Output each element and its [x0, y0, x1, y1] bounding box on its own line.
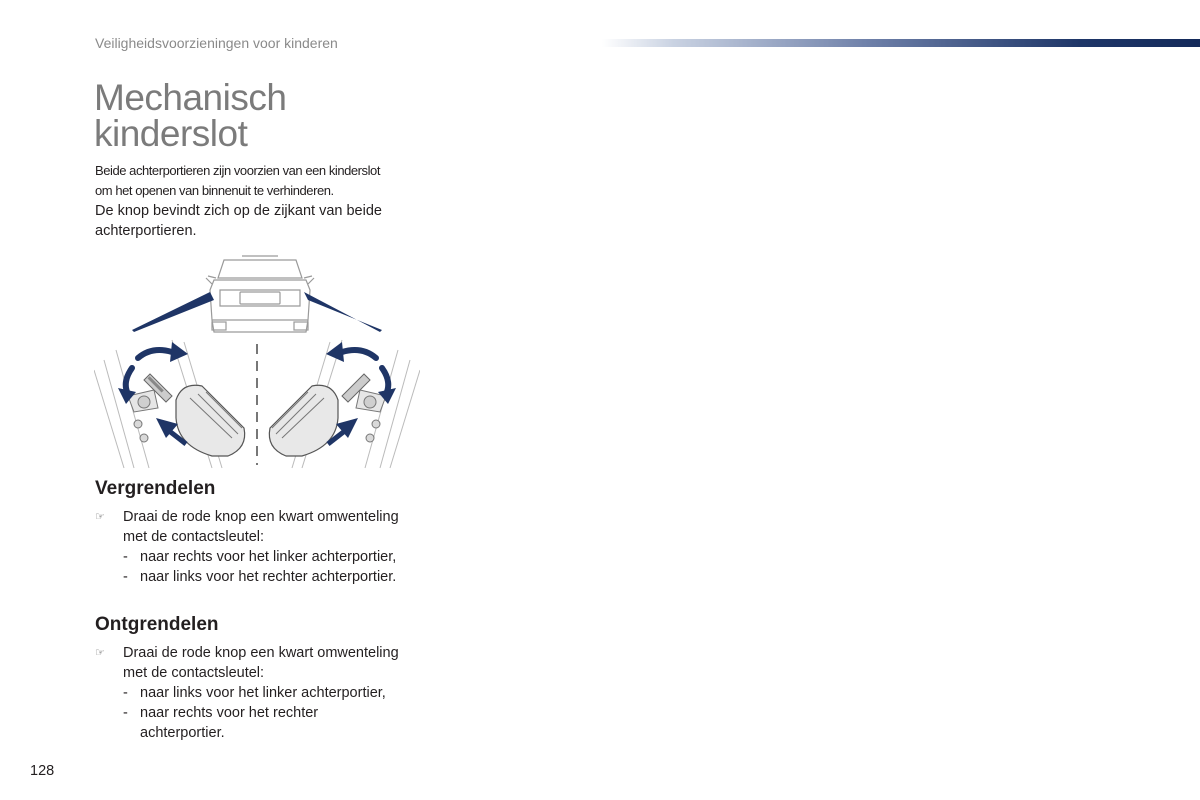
left-rotation-arrows-icon	[126, 350, 172, 394]
unlock-sub-item-2-line-2: achterportier.	[140, 725, 225, 741]
intro-p2-line-1: De knop bevindt zich op de zijkant van beide	[95, 203, 382, 219]
unlock-sub-item-1	[95, 683, 425, 703]
hand-pointer-icon: ☞	[95, 647, 105, 659]
left-key-fob-icon	[144, 374, 245, 456]
lock-sub-item-2	[95, 567, 425, 587]
lock-step	[95, 507, 425, 547]
intro-paragraph-1	[95, 161, 425, 201]
lock-sub-item-2-text: naar links voor het rechter achterportier.	[140, 569, 397, 585]
child-lock-illustration	[94, 250, 420, 470]
unlock-sub-item-2	[95, 703, 425, 743]
unlock-step-line-2: met de contactsleutel:	[123, 665, 265, 681]
intro-p1-line-2: om het openen van binnenuit te verhinderen.	[95, 183, 334, 198]
unlock-step	[95, 643, 425, 683]
page-title-line-2: kinderslot	[94, 113, 248, 154]
dash-marker: -	[123, 705, 128, 721]
lock-sub-item-1	[95, 547, 425, 567]
lock-heading: Vergrendelen	[95, 478, 216, 499]
lock-instructions	[95, 507, 425, 587]
dash-marker: -	[123, 549, 128, 565]
page-number: 128	[30, 763, 55, 779]
dash-marker: -	[123, 569, 128, 585]
left-pointer-wedge	[132, 292, 214, 332]
right-lock-mechanism-icon	[356, 390, 386, 442]
page-title	[94, 77, 414, 154]
unlock-heading: Ontgrendelen	[95, 614, 219, 635]
right-pointer-wedge	[304, 292, 382, 332]
lock-sub-item-1-text: naar rechts voor het linker achterportier,	[140, 549, 397, 565]
page-title-line-1: Mechanisch	[94, 77, 287, 118]
right-key-fob-icon	[269, 374, 370, 456]
left-lock-mechanism-icon	[128, 390, 158, 442]
intro-p1-line-1: Beide achterportieren zijn voorzien van een kinderslot	[95, 163, 380, 178]
right-rotation-arrows-icon	[342, 350, 388, 394]
car-rear-view-icon	[206, 256, 314, 332]
intro-paragraph-2	[95, 201, 425, 241]
unlock-instructions	[95, 643, 425, 743]
unlock-step-line-1: Draai de rode knop een kwart omwenteling	[123, 645, 399, 661]
header-section-label: Veiligheidsvoorzieningen voor kinderen	[95, 35, 338, 51]
unlock-sub-item-1-text: naar links voor het linker achterportier,	[140, 685, 386, 701]
lock-step-line-1: Draai de rode knop een kwart omwenteling	[123, 509, 399, 525]
lock-step-line-2: met de contactsleutel:	[123, 529, 265, 545]
hand-pointer-icon: ☞	[95, 511, 105, 523]
intro-p2-line-2: achterportieren.	[95, 223, 197, 239]
dash-marker: -	[123, 685, 128, 701]
header-gradient-bar	[602, 39, 1200, 47]
unlock-sub-item-2-line-1: naar rechts voor het rechter	[140, 705, 319, 721]
